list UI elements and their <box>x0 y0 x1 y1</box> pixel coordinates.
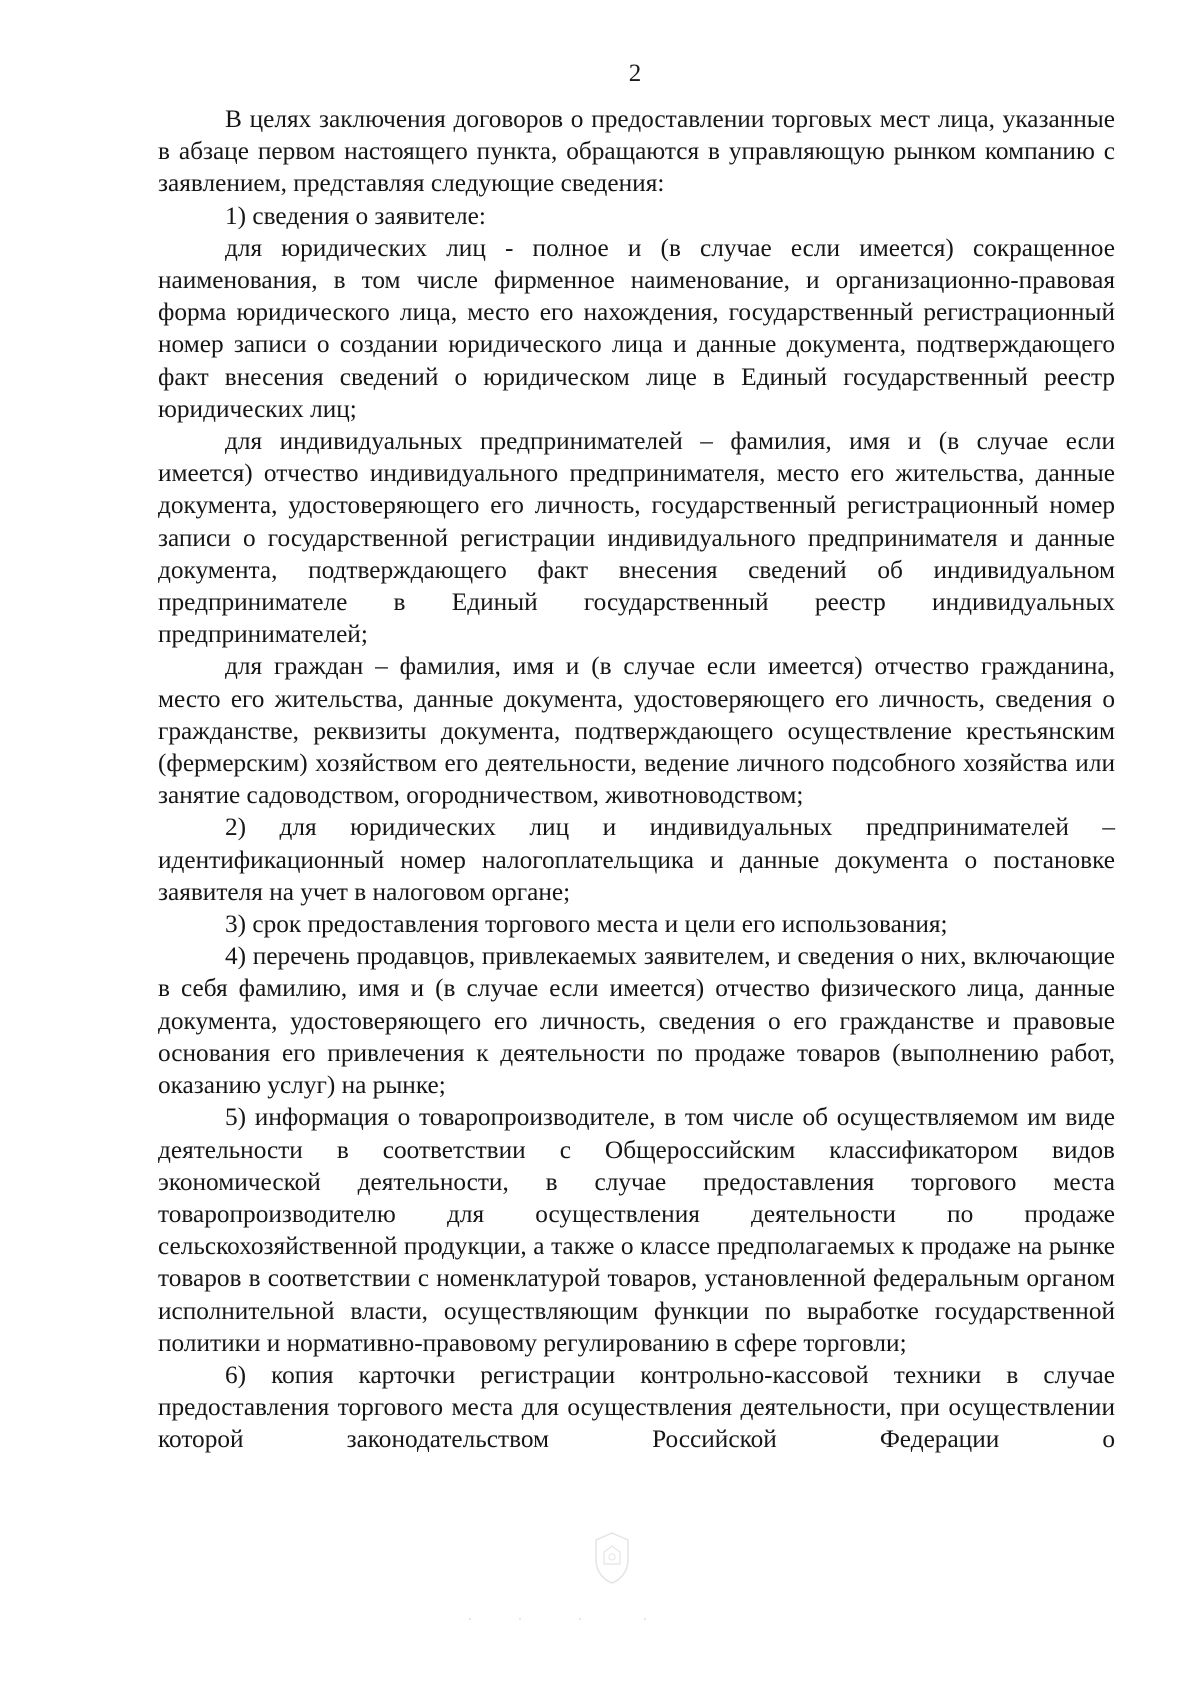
paragraph-citizens: для граждан – фамилия, имя и (в случае если имеется) отчество гражданина, место его жительства, данные документа, удостоверяющего его личность, сведения о гражданстве, реквизиты документа, подтверждающего осуществление крестьянским (фермерским) хозяйством его деятельности, ведение личного подсобного хозяйства или занятие садоводством, огородничеством, животноводством; <box>158 652 1115 810</box>
emblem-watermark <box>590 1530 634 1586</box>
paragraph-item-2: 2) для юридических лиц и индивидуальных предпринимателей – идентификационный номер налогоплательщика и данные документа о постановке заявителя на учет в налоговом органе; <box>158 813 1115 906</box>
paragraph-item-1: 1) сведения о заявителе: <box>225 201 486 230</box>
page-number: 2 <box>628 60 642 87</box>
paragraph-item-5: 5) информация о товаропроизводителе, в том числе об осуществляемом им виде деятельности в соответствии с Общероссийским классификатором видов экономической деятельности, в случае предоставления торгового места товаропроизводителю для осуществления деятельности по продаже сельскохозяйственной продукции, а также о классе предполагаемых к продаже на рынке товаров в соответствии с номенклатурой товаров, установленной федеральным органом исполнительной власти, осуществляющим функции по выработке государственной политики и нормативно-правовому регулированию в сфере торговли; <box>158 1103 1115 1357</box>
paragraph-intro: В целях заключения договоров о предоставлении торговых мест лица, указанные в абзаце первом настоящего пункта, обращаются в управляющую рынком компанию с заявлением, представляя следующие сведения: <box>158 105 1115 198</box>
paragraph-entrepreneurs: для индивидуальных предпринимателей – фамилия, имя и (в случае если имеется) отчество индивидуального предпринимателя, место его жительства, данные документа, удостоверяющего его личность, государственный регистрационный номер записи о государственной регистрации индивидуального предпринимателя и данные документа, подтверждающего факт внесения сведений об индивидуальном предпринимателе в Единый государственный реестр индивидуальных предпринимателей; <box>158 427 1115 649</box>
paragraph-item-3: 3) срок предоставления торгового места и цели его использования; <box>225 910 948 939</box>
document-body <box>158 103 1115 1456</box>
paragraph-item-4: 4) перечень продавцов, привлекаемых заявителем, и сведения о них, включающие в себя фамилию, имя и (в случае если имеется) отчество физического лица, данные документа, удостоверяющего его личность, сведения о его гражданстве и правовые основания его привлечения к деятельности по продаже товаров (выполнению работ, оказанию услуг) на рынке; <box>158 942 1115 1100</box>
scan-artifacts <box>460 1617 660 1621</box>
paragraph-item-6: 6) копия карточки регистрации контрольно-кассовой техники в случае предоставления торгового места для осуществления деятельности, при осуществлении которой законодательством Российской Федерации о <box>158 1360 1115 1454</box>
paragraph-legal-entities: для юридических лиц - полное и (в случае если имеется) сокращенное наименования, в том числе фирменное наименование, и организационно-правовая форма юридического лица, место его нахождения, государственный регистрационный номер записи о создании юридического лица и данные документа, подтверждающего факт внесения сведений о юридическом лице в Единый государственный реестр юридических лиц; <box>158 233 1115 423</box>
